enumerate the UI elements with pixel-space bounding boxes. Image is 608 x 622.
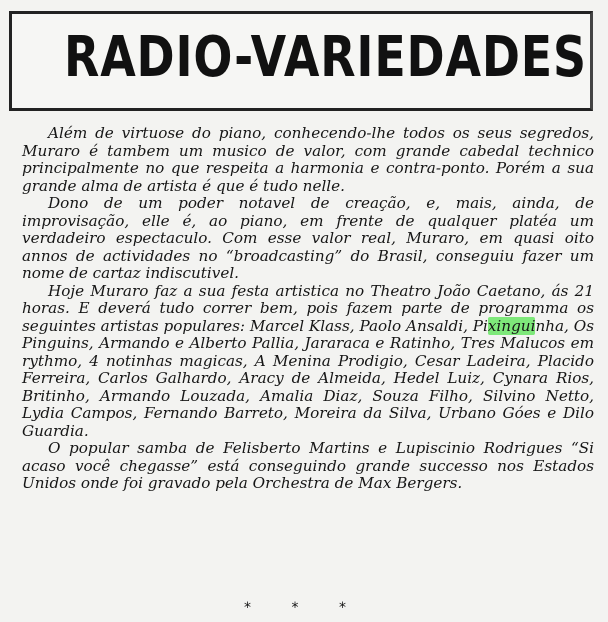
article-body <box>22 125 594 493</box>
paragraph-festa <box>22 283 594 441</box>
page-title: RADIO-VARIEDADES <box>64 25 587 90</box>
paragraph-virtuose: Além de virtuose do piano, conhecendo-lhe todos os seus segredos, Muraro é tambem um musico de valor, com grande cabedal technico principalmente no que respeita a harmonia e contra-ponto. Porém a sua grande alma de artista é que é tudo nelle. <box>22 124 594 195</box>
paragraph-creacao: Dono de um poder notavel de creação, e, mais, ainda, de improvisação, elle é, ao piano, em frente de qualquer platéa um verdadeiro espectaculo. Com esse valor real, Muraro, em quasi oito annos de actividades no “broadcasting” do Brasil, conseguiu fazer um nome de cartaz indiscutivel. <box>22 194 594 282</box>
paragraph-samba: O popular samba de Felisberto Martins e Lupiscinio Rodrigues “Si acaso você chegasse” está conseguindo grande successo nos Estados Unidos onde foi gravado pela Orchestra de Max Bergers. <box>22 439 594 492</box>
festa-text-after: nha, Os Pinguins, Armando e Alberto Pallia, Jararaca e Ratinho, Tres Malucos em rythmo, 4 notinhas magicas, A Menina Prodigio, Cesar Ladeira, Placido Ferreira, Carlos Galhardo, Aracy de Almeida, Hedel Luiz, Cynara Rios, Britinho, Armando Louzada, Amalia Diaz, Souza Filho, Silvino Netto, Lydia Campos, Fernando Barreto, Moreira da Silva, Urbano Góes e Dilo Guardia. <box>22 316 594 440</box>
section-separator: * * * <box>244 600 364 616</box>
masthead-box <box>9 11 593 111</box>
highlighted-text: xingui <box>487 316 536 335</box>
festa-text-before: Hoje Muraro faz a sua festa artistica no Theatro João Caetano, ás 21 horas. E deverá tudo correr bem, pois fazem parte de programma os seguintes artistas populares: Marcel Klass, Paolo Ansaldi, Pi <box>22 281 594 335</box>
